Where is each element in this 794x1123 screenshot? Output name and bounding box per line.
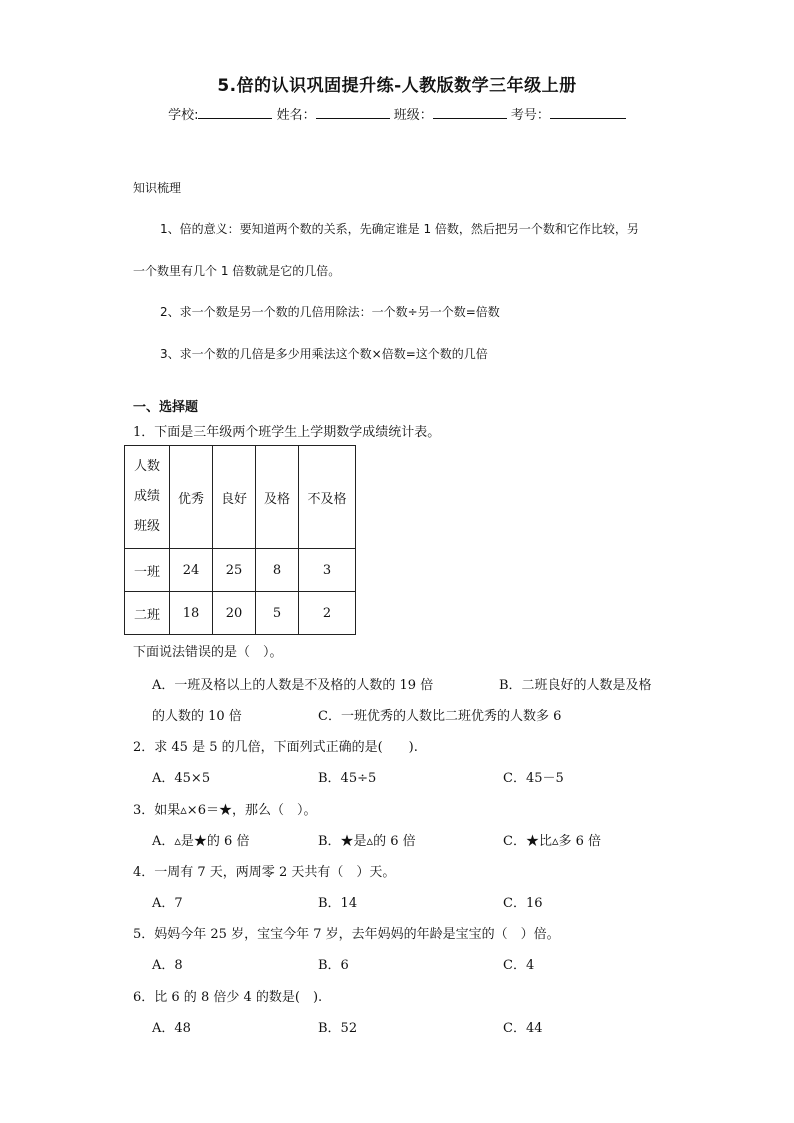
question-4-stem: 4．一周有 7 天，两周零 2 天共有（ ）天。 — [133, 865, 396, 880]
table-cell: 18 — [170, 592, 213, 635]
question-3-option-a[interactable]: A．▵是★的 6 倍 — [152, 834, 250, 849]
knowledge-point-2: 2、求一个数是另一个数的几倍用除法：一个数÷另一个数=倍数 — [160, 305, 500, 319]
table-cell: 24 — [170, 549, 213, 592]
exam-no-blank[interactable] — [550, 106, 626, 119]
school-label: 学校: — [168, 108, 199, 123]
question-1-option-b[interactable]: B．二班良好的人数是及格 — [499, 678, 652, 693]
table-col-header: 优秀 — [170, 446, 213, 549]
table-col-header: 不及格 — [299, 446, 356, 549]
class-label: 班级： — [393, 108, 433, 123]
knowledge-point-1-cont: 一个数里有几个 1 倍数就是它的几倍。 — [133, 264, 341, 278]
question-6-option-a[interactable]: A．48 — [152, 1021, 191, 1036]
student-info-line — [0, 104, 794, 123]
knowledge-point-1: 1、倍的意义：要知道两个数的关系，先确定谁是 1 倍数，然后把另一个数和它作比较，另 — [160, 222, 639, 236]
table-row-label: 一班 — [125, 549, 170, 592]
class-blank[interactable] — [433, 106, 507, 119]
grades-table — [124, 445, 356, 635]
table-cell: 25 — [213, 549, 256, 592]
section-heading: 一、选择题 — [133, 400, 199, 415]
knowledge-heading: 知识梳理 — [133, 181, 182, 195]
exam-no-label: 考号： — [510, 108, 550, 123]
question-1-prompt: 下面说法错误的是（ ）。 — [133, 645, 283, 660]
knowledge-point-3: 3、求一个数的几倍是多少用乘法这个数×倍数=这个数的几倍 — [160, 347, 488, 361]
question-6-option-b[interactable]: B．52 — [318, 1021, 358, 1036]
page-title: 5.倍的认识巩固提升练-人教版数学三年级上册 — [217, 76, 577, 96]
question-2-stem: 2．求 45 是 5 的几倍，下面列式正确的是( ). — [133, 740, 418, 755]
table-cell: 8 — [256, 549, 299, 592]
table-cell: 5 — [256, 592, 299, 635]
table-cell: 20 — [213, 592, 256, 635]
name-blank[interactable] — [316, 106, 390, 119]
school-blank[interactable] — [198, 106, 272, 119]
table-col-header: 及格 — [256, 446, 299, 549]
question-4-option-a[interactable]: A．7 — [152, 896, 183, 911]
question-3-option-c[interactable]: C．★比▵多 6 倍 — [503, 834, 602, 849]
question-4-option-b[interactable]: B．14 — [318, 896, 358, 911]
question-1-option-a[interactable]: A．一班及格以上的人数是不及格的人数的 19 倍 — [152, 678, 434, 693]
question-5-option-a[interactable]: A．8 — [152, 958, 183, 973]
table-col-header: 良好 — [213, 446, 256, 549]
question-1-option-c[interactable]: C．一班优秀的人数比二班优秀的人数多 6 — [318, 709, 562, 724]
question-2-option-b[interactable]: B．45÷5 — [318, 771, 377, 786]
question-1-stem: 1．下面是三年级两个班学生上学期数学成绩统计表。 — [133, 425, 441, 440]
question-2-option-c[interactable]: C．45－5 — [503, 771, 564, 786]
table-row — [125, 592, 356, 635]
question-6-stem: 6．比 6 的 8 倍少 4 的数是( ). — [133, 990, 323, 1005]
table-row — [125, 549, 356, 592]
question-1-option-b-cont[interactable]: 的人数的 10 倍 — [152, 709, 242, 724]
table-corner-header: 人数 成绩 班级 — [125, 446, 170, 549]
table-row-label: 二班 — [125, 592, 170, 635]
table-cell: 3 — [299, 549, 356, 592]
question-6-option-c[interactable]: C．44 — [503, 1021, 543, 1036]
question-3-stem: 3．如果▵×6＝★，那么（ ）。 — [133, 803, 317, 818]
name-label: 姓名： — [276, 108, 316, 123]
question-5-option-c[interactable]: C．4 — [503, 958, 535, 973]
question-5-stem: 5．妈妈今年 25 岁，宝宝今年 7 岁，去年妈妈的年龄是宝宝的（ ）倍。 — [133, 927, 560, 942]
question-2-option-a[interactable]: A．45×5 — [152, 771, 211, 786]
question-4-option-c[interactable]: C．16 — [503, 896, 543, 911]
table-cell: 2 — [299, 592, 356, 635]
question-3-option-b[interactable]: B．★是▵的 6 倍 — [318, 834, 416, 849]
question-5-option-b[interactable]: B．6 — [318, 958, 349, 973]
